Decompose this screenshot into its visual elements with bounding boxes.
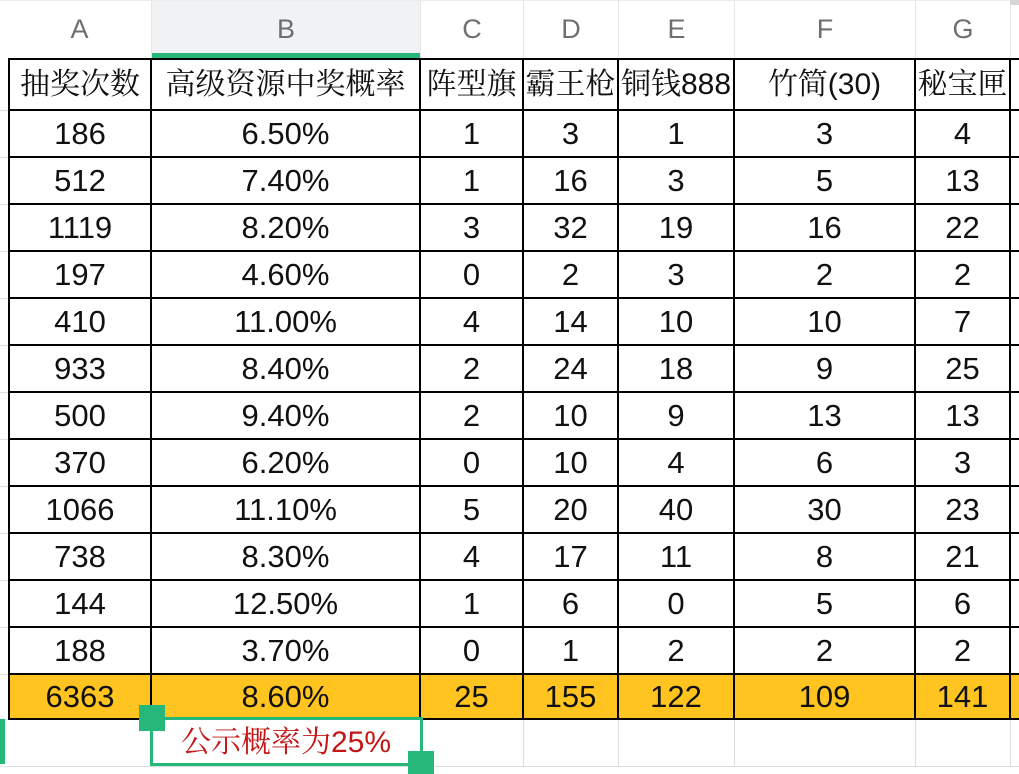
- row-header-sliver: [0, 346, 8, 393]
- table-row: [0, 393, 1019, 440]
- cell[interactable]: 13: [916, 393, 1011, 440]
- cut-column-sliver: [1011, 158, 1019, 205]
- cell[interactable]: 19: [619, 205, 735, 252]
- header-cell[interactable]: 抽奖次数: [8, 58, 152, 111]
- cell[interactable]: 4: [619, 440, 735, 487]
- cell[interactable]: 6: [524, 581, 619, 628]
- cell[interactable]: 17: [524, 534, 619, 581]
- scrollbar-fragment: [1010, 0, 1019, 5]
- cell[interactable]: [421, 720, 524, 767]
- cell[interactable]: 10: [524, 393, 619, 440]
- cell[interactable]: 7: [916, 299, 1011, 346]
- cell[interactable]: 3: [524, 111, 619, 158]
- table-row: [0, 346, 1019, 393]
- cell[interactable]: 3: [421, 205, 524, 252]
- cell[interactable]: 20: [524, 487, 619, 534]
- cell[interactable]: 1: [421, 158, 524, 205]
- cell[interactable]: 2: [421, 346, 524, 393]
- cut-column-sliver: [1011, 252, 1019, 299]
- cut-column-sliver: [1011, 487, 1019, 534]
- cell[interactable]: 7.40%: [152, 158, 421, 205]
- cell[interactable]: [524, 720, 619, 767]
- cell[interactable]: 16: [524, 158, 619, 205]
- cut-column-sliver: [1011, 393, 1019, 440]
- cell[interactable]: 2: [421, 393, 524, 440]
- cell[interactable]: [619, 720, 735, 767]
- cell[interactable]: [735, 720, 916, 767]
- column-header-G[interactable]: G: [916, 1, 1011, 58]
- cut-column-sliver: [1011, 205, 1019, 252]
- table-row: [0, 534, 1019, 581]
- cell[interactable]: 8.20%: [152, 205, 421, 252]
- cut-column-sliver: [1011, 534, 1019, 581]
- cell[interactable]: 18: [619, 346, 735, 393]
- header-cell[interactable]: 秘宝匣: [916, 58, 1011, 111]
- cell[interactable]: 11.00%: [152, 299, 421, 346]
- row-header-sliver: [0, 487, 8, 534]
- total-cell[interactable]: 155: [524, 675, 619, 720]
- table-row: [0, 252, 1019, 299]
- total-cell[interactable]: 8.60%: [152, 675, 421, 720]
- cell[interactable]: 3: [619, 158, 735, 205]
- cell[interactable]: 2: [916, 628, 1011, 675]
- row-header-sliver: [0, 111, 8, 158]
- cell[interactable]: 10: [735, 299, 916, 346]
- row-header-sliver: [0, 252, 8, 299]
- total-cell[interactable]: 122: [619, 675, 735, 720]
- row-header-sliver: [0, 299, 8, 346]
- cell[interactable]: 197: [8, 252, 152, 299]
- cell[interactable]: 0: [421, 252, 524, 299]
- cut-column-sliver: [1011, 581, 1019, 628]
- cell[interactable]: 3: [916, 440, 1011, 487]
- cell[interactable]: 11.10%: [152, 487, 421, 534]
- table-row: [0, 581, 1019, 628]
- cell[interactable]: 6: [916, 581, 1011, 628]
- cut-column-sliver: [1011, 299, 1019, 346]
- column-header-D[interactable]: D: [524, 1, 619, 58]
- total-cell[interactable]: 25: [421, 675, 524, 720]
- header-cell[interactable]: 铜钱888: [619, 58, 735, 111]
- cell[interactable]: 21: [916, 534, 1011, 581]
- cell[interactable]: 9.40%: [152, 393, 421, 440]
- cell[interactable]: 1: [421, 581, 524, 628]
- cell[interactable]: 13: [916, 158, 1011, 205]
- row-header-sliver: [0, 581, 8, 628]
- cell[interactable]: 370: [8, 440, 152, 487]
- row-header-sliver: [0, 534, 8, 581]
- cell[interactable]: 1: [421, 111, 524, 158]
- cut-column-sliver: [1011, 440, 1019, 487]
- column-header-E[interactable]: E: [619, 1, 735, 58]
- cell[interactable]: 0: [619, 581, 735, 628]
- cell[interactable]: [916, 720, 1011, 767]
- cell[interactable]: 40: [619, 487, 735, 534]
- cell[interactable]: 738: [8, 534, 152, 581]
- header-cell[interactable]: 阵型旗: [421, 58, 524, 111]
- cell[interactable]: 8: [735, 534, 916, 581]
- header-cell[interactable]: 霸王枪: [524, 58, 619, 111]
- cell[interactable]: 6: [735, 440, 916, 487]
- cell[interactable]: 30: [735, 487, 916, 534]
- table-row: [0, 487, 1019, 534]
- cell[interactable]: 10: [524, 440, 619, 487]
- cut-column-sliver: [1011, 628, 1019, 675]
- table-row: [0, 299, 1019, 346]
- cell[interactable]: 3: [735, 111, 916, 158]
- column-header-F[interactable]: F: [735, 1, 916, 58]
- cell[interactable]: 25: [916, 346, 1011, 393]
- row-header-sliver: [0, 628, 8, 675]
- cell[interactable]: 2: [735, 628, 916, 675]
- cell[interactable]: 4: [916, 111, 1011, 158]
- cell[interactable]: 1119: [8, 205, 152, 252]
- cell[interactable]: 9: [619, 393, 735, 440]
- cell[interactable]: 2: [735, 252, 916, 299]
- corner-sliver: [0, 1, 8, 58]
- cell[interactable]: 13: [735, 393, 916, 440]
- cell[interactable]: 23: [916, 487, 1011, 534]
- cell[interactable]: 5: [735, 581, 916, 628]
- header-row: [0, 58, 1019, 111]
- table-row: [0, 111, 1019, 158]
- total-cell[interactable]: 141: [916, 675, 1011, 720]
- cell[interactable]: 5: [735, 158, 916, 205]
- row-selection-indicator: [0, 719, 5, 764]
- cell[interactable]: 1066: [8, 487, 152, 534]
- cell[interactable]: 186: [8, 111, 152, 158]
- cell[interactable]: 0: [421, 628, 524, 675]
- column-header-C[interactable]: C: [421, 1, 524, 58]
- cell[interactable]: 2: [619, 628, 735, 675]
- cell[interactable]: 4: [421, 534, 524, 581]
- cell[interactable]: 512: [8, 158, 152, 205]
- row-header-sliver: [0, 158, 8, 205]
- right-sliver: [1011, 1, 1019, 58]
- note-cell-b15[interactable]: 公示概率为25%: [152, 720, 421, 767]
- cell[interactable]: 500: [8, 393, 152, 440]
- table-row: [0, 205, 1019, 252]
- cell[interactable]: 32: [524, 205, 619, 252]
- cell[interactable]: 14: [524, 299, 619, 346]
- cell[interactable]: 6.20%: [152, 440, 421, 487]
- cut-column-sliver: [1011, 346, 1019, 393]
- row-header-sliver: [0, 440, 8, 487]
- row-header-sliver: [0, 675, 8, 720]
- selection-handle-top-left[interactable]: [139, 705, 165, 731]
- row-header-sliver: [0, 393, 8, 440]
- header-cell[interactable]: 高级资源中奖概率: [152, 58, 421, 111]
- column-headers-row: [0, 0, 1019, 58]
- table-row: [0, 440, 1019, 487]
- table-row: [0, 158, 1019, 205]
- cell[interactable]: 3.70%: [152, 628, 421, 675]
- cell[interactable]: 4.60%: [152, 252, 421, 299]
- cell[interactable]: 1: [524, 628, 619, 675]
- selected-column-underline: [152, 53, 420, 58]
- row-header-sliver: [0, 205, 8, 252]
- cell[interactable]: 3: [619, 252, 735, 299]
- column-header-A[interactable]: A: [8, 1, 152, 58]
- cell[interactable]: 144: [8, 581, 152, 628]
- cut-column-sliver: [1011, 675, 1019, 720]
- cell[interactable]: 933: [8, 346, 152, 393]
- cell[interactable]: 6.50%: [152, 111, 421, 158]
- cell[interactable]: 8.30%: [152, 534, 421, 581]
- cut-column-sliver: [1011, 111, 1019, 158]
- sheet-table: [0, 58, 1019, 767]
- cell[interactable]: 5: [421, 487, 524, 534]
- cell[interactable]: 22: [916, 205, 1011, 252]
- column-header-B[interactable]: B: [152, 1, 421, 58]
- row-header-sliver: [0, 58, 8, 111]
- table-row: [0, 628, 1019, 675]
- cut-column-sliver: [1011, 720, 1019, 767]
- cell[interactable]: 2: [916, 252, 1011, 299]
- selection-handle-bottom-right[interactable]: [408, 751, 434, 774]
- cell[interactable]: 2: [524, 252, 619, 299]
- cell[interactable]: 8.40%: [152, 346, 421, 393]
- cell[interactable]: 24: [524, 346, 619, 393]
- cell[interactable]: 4: [421, 299, 524, 346]
- cell[interactable]: 9: [735, 346, 916, 393]
- cell[interactable]: 16: [735, 205, 916, 252]
- cell[interactable]: 12.50%: [152, 581, 421, 628]
- cell[interactable]: 11: [619, 534, 735, 581]
- selection-border: [150, 717, 423, 766]
- total-cell[interactable]: 109: [735, 675, 916, 720]
- cell[interactable]: [8, 720, 152, 767]
- header-cell[interactable]: 竹简(30): [735, 58, 916, 111]
- cell[interactable]: 410: [8, 299, 152, 346]
- cell[interactable]: 0: [421, 440, 524, 487]
- cell[interactable]: 1: [619, 111, 735, 158]
- cell[interactable]: 188: [8, 628, 152, 675]
- cell[interactable]: 10: [619, 299, 735, 346]
- cut-column-sliver: [1011, 58, 1019, 111]
- total-cell[interactable]: 6363: [8, 675, 152, 720]
